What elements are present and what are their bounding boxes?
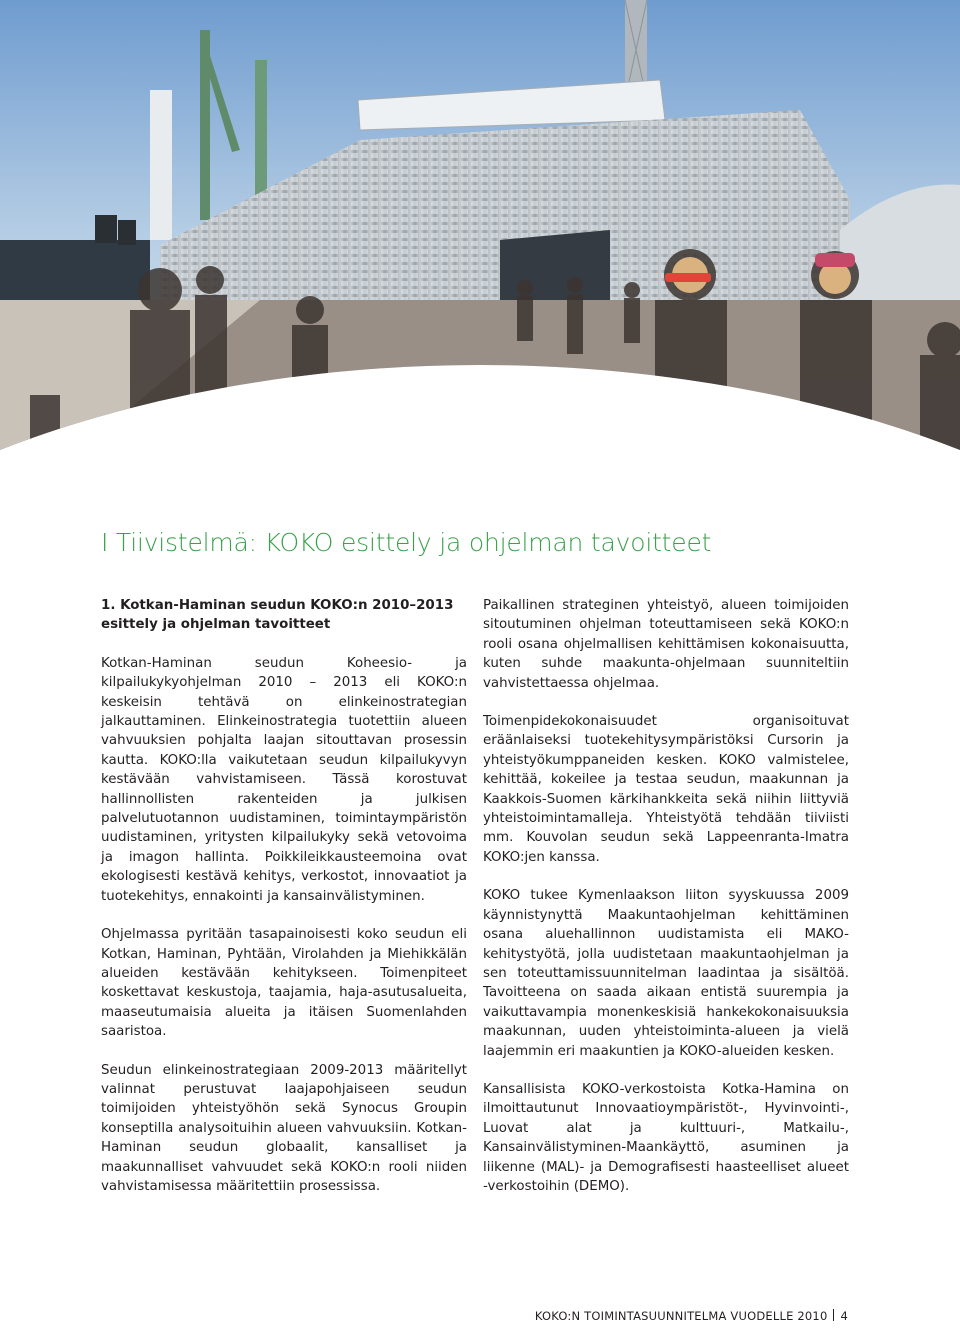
- page-number: 4: [840, 1309, 848, 1323]
- publication-title: KOKO:N TOIMINTASUUNNITELMA VUODELLE 2010: [534, 1309, 828, 1323]
- paragraph: Kotkan-Haminan seudun Koheesio- ja kilpailukykyohjelman 2010 – 2013 eli KOKO:n keskeisin tehtävä on elinkeinostrategian jalkauttaminen. Elinkeinostrategia tuotettiin alueen vahvuuksien pohjalta laajan sitouttavan prosessin kautta. KOKO:lla vaikutetaan seudun kilpailukyvyn kestävään vahvistamiseen. Tässä korostuvat hallinnollisten rakenteiden ja julkisen palvelutuotannon uudistaminen, toimintaympäristön uudistaminen, yritysten kilpailukyky sekä vetovoima ja imagon hallinta. Poikkileikkausteemoina ovat ekologisesti kestävä kehitys, verkostot, innovaatiot ja tuotekehitys, ennakointi ja kansainvälistyminen.: [101, 655, 467, 904]
- paragraph: Seudun elinkeinostrategiaan 2009-2013 määritellyt valinnat perustuvat laajapohjaiseen seudun toimijoiden yhteistyöhön sekä Synocus Groupin konseptilla analysoituihin alueen vahvuuksiin. Kotkan-Haminan seudun globaalit, kansalliset ja maakunnalliset vahvuudet sekä KOKO:n rooli niiden vahvistamisessa määritettiin prosessissa.: [101, 1062, 467, 1194]
- section-heading: 1. Kotkan-Haminan seudun KOKO:n 2010–2013 esittely ja ohjelman tavoitteet: [101, 598, 454, 633]
- paragraph: KOKO tukee Kymenlaakson liiton syyskuussa 2009 käynnistynyttä Maakuntaohjelman kehittäminen osana aluehallinnon uudistamista eli MAKO-kehitystyötä, jolla uudistetaan maakuntaohjelman ja sen toteuttamissuunnitelman laadintaa ja sisältöä. Tavoitteena on saada aikaan entistä suurempia ja vaikuttavampia monenkeskisiä hankekokonaisuuksia maakunnan, uuden yhteistoiminta-alueen ja vielä laajemmin eri maakuntien ja KOKO-alueiden kesken.: [483, 888, 849, 1059]
- right-column: [483, 596, 849, 1215]
- paragraph: Toimenpidekokonaisuudet organisoituvat eräänlaiseksi tuotekehitysympäristöksi Cursorin ja yhteistyökumppaneiden kesken. KOKO valmistelee, kehittää, kokeilee ja testaa seudun, maakunnan ja Kaakkois-Suomen kärkihankkeita sekä niihin liittyviä yhteistoimintamalleja. Yhteistyötä tehdään tiiviisti mm. Kouvolan seudun sekä Lappeenranta-Imatra KOKO:jen kanssa.: [483, 714, 849, 865]
- left-column: [101, 596, 467, 1215]
- paragraph: Kansallisista KOKO-verkostoista Kotka-Hamina on ilmoittautunut Innovaatioympäristöt-, Hyvinvointi-, Luovat alat ja kulttuuri-, Matkailu-, Kansainvälistyminen-Maankäyttö, asuminen ja liikenne (MAL)- ja Demografisesti haasteelliset alueet -verkostoihin (DEMO).: [483, 1081, 849, 1194]
- cover-photo: [0, 0, 960, 450]
- page-title: I Tiivistelmä: KOKO esittely ja ohjelman tavoitteet: [101, 528, 712, 557]
- footer-divider: [833, 1309, 834, 1321]
- page-footer: [535, 1309, 848, 1323]
- harbour-building-photo: [0, 0, 960, 450]
- paragraph: Paikallinen strateginen yhteistyö, alueen toimijoiden sitoutuminen ohjelman toteuttamiseen sekä KOKO:n rooli osana ohjelmallisen kehittämisen kokonaisuutta, kuten suhde maakunta-ohjelmaan suunniteltiin vahvistettaessa ohjelmaa.: [483, 598, 849, 691]
- paragraph: Ohjelmassa pyritään tasapainoisesti koko seudun eli Kotkan, Haminan, Pyhtään, Virolahden ja Miehikkälän alueiden kestävään kehitykseen. Toimenpiteet koskettavat keskustoja, taajamia, haja-asutusalueita, maaseutumaisia alueita ja itäisen Suomenlahden saaristoa.: [101, 927, 467, 1040]
